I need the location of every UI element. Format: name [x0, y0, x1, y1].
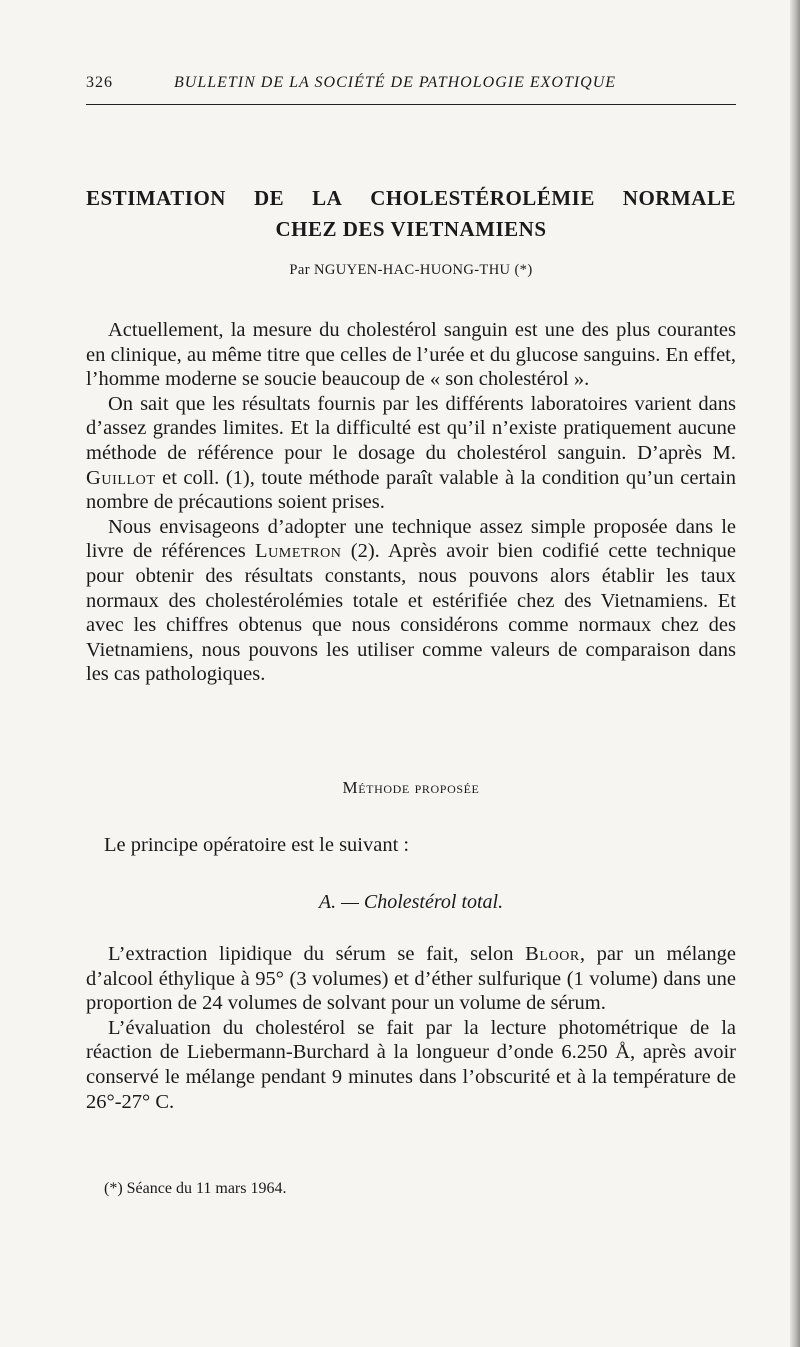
title-word: CHOLESTÉROLÉMIE — [370, 186, 595, 210]
subsection-heading: A. — Cholestérol total. — [318, 891, 504, 913]
page-edge-shadow — [790, 0, 800, 1347]
principle-line: Le principe opératoire est le suivant : — [104, 834, 410, 856]
title-word: LA — [312, 186, 343, 210]
section-heading: Méthode proposée — [342, 778, 480, 797]
paragraph: L’évaluation du cholestérol se fait par la lecture photométrique de la réaction de Liebermann-Burchard à la longueur d’onde 6.250 Å, après avoir conservé le mélange pendant 9 minutes dans l’obscurité et à la température de 26°-27° C. — [86, 1016, 736, 1113]
paragraph: On sait que les résultats fournis par les différents laboratoires varient dans d’assez grandes limites. Et la difficulté est qu’il n’existe pratiquement aucune méthode de référence pour le dosage du cholestérol sanguin. D’après M. Guillot et coll. (1), toute méthode paraît valable à la condition qu’un certain nombre de précautions soient prises. — [86, 392, 737, 514]
article-title-line-1 — [86, 186, 736, 211]
footnote: (*) Séance du 11 mars 1964. — [104, 1180, 287, 1197]
title-word: DE — [253, 186, 285, 210]
title-word: NORMALE — [622, 186, 736, 210]
method-text — [86, 942, 736, 1114]
paragraph: L’extraction lipidique du sérum se fait, selon Bloor, par un mélange d’alcool éthylique à 95° (3 volumes) et d’éther sulfurique (1 volume) dans une proportion de 24 volumes de solvant pour un volume de sérum. — [86, 943, 736, 1015]
author-line: Par NGUYEN-HAC-HUONG-THU (*) — [289, 262, 533, 278]
header-rule — [86, 104, 736, 105]
running-header — [86, 74, 736, 98]
author-citation: Guillot — [86, 466, 156, 489]
title-word: ESTIMATION — [86, 186, 226, 210]
author-citation: Bloor — [525, 943, 580, 965]
journal-title: BULLETIN DE LA SOCIÉTÉ DE PATHOLOGIE EXOTIQUE — [174, 74, 617, 91]
paragraph: Nous envisageons d’adopter une technique assez simple proposée dans le livre de références Lumetron (2). Après avoir bien codifié cette technique pour obtenir des résultats constants, nous pouvons alors établir les taux normaux des cholestérolémies totale et estérifiée chez des Vietnamiens. Et avec les chiffres obtenus que nous considérons comme normaux chez des Vietnamiens, nous pouvons les utiliser comme valeurs de comparaison dans les cas pathologiques. — [86, 515, 737, 686]
reference-citation: Lumetron — [254, 540, 342, 563]
article-title-line-2: CHEZ DES VIETNAMIENS — [275, 217, 547, 241]
intro-text — [86, 318, 736, 687]
paragraph: Actuellement, la mesure du cholestérol sanguin est une des plus courantes en clinique, au même titre que celles de l’urée et du glucose sanguins. En effet, l’homme moderne se soucie beaucoup de « son cholestérol ». — [86, 319, 736, 391]
page-number: 326 — [86, 74, 113, 91]
